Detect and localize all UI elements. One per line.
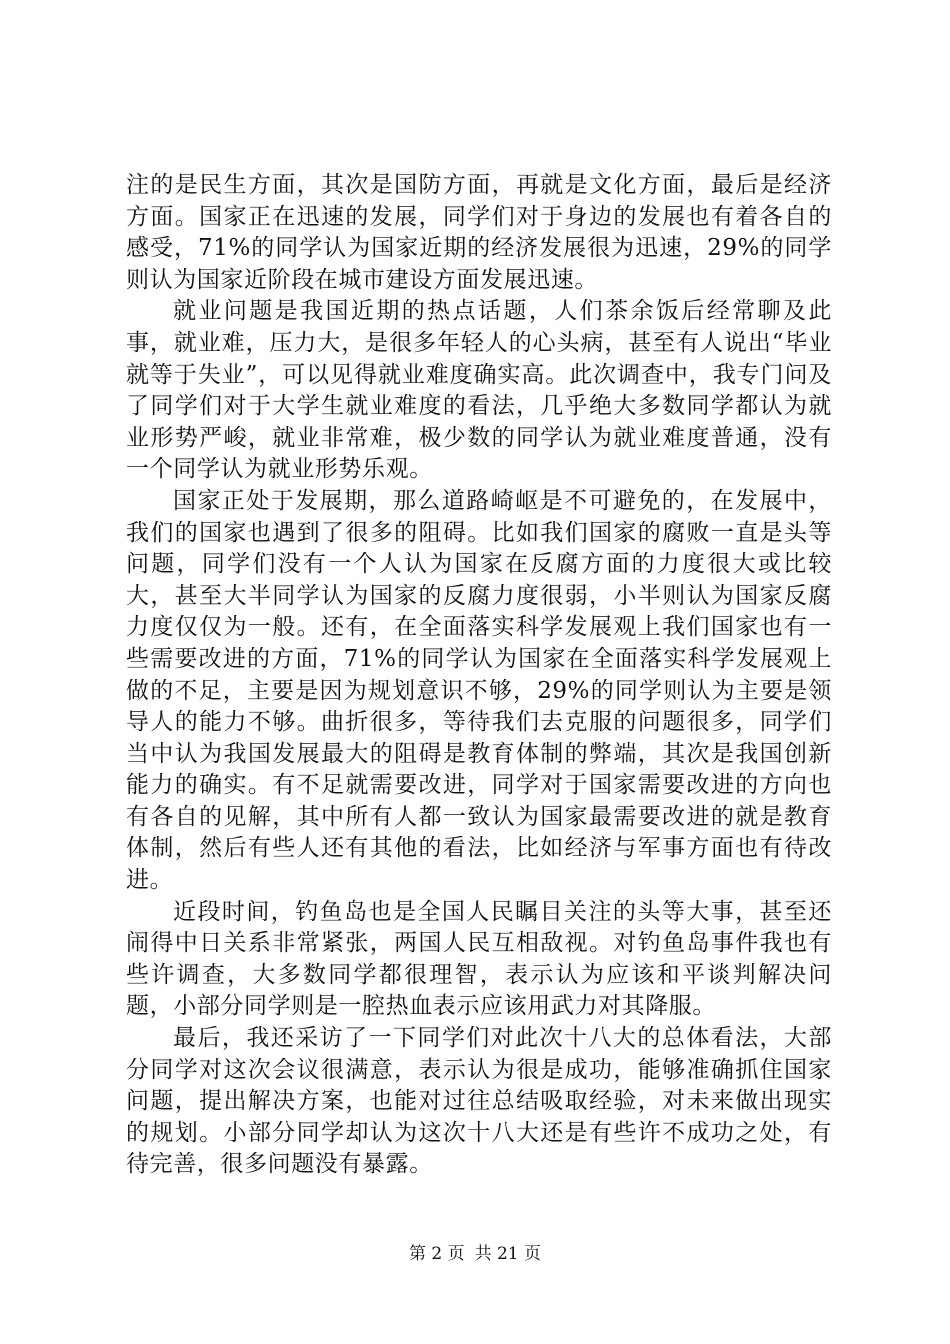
page-number: 第 2 页 bbox=[408, 1244, 465, 1264]
document-body bbox=[126, 170, 832, 1181]
paragraph-employment: 就业问题是我国近期的热点话题，人们茶余饭后经常聊及此事，就业难，压力大，是很多年轻人的心头病，甚至有人说出“毕业就等于失业”，可以见得就业难度确实高。此次调查中，我专门问及了同学们对于大学生就业难度的看法，几乎绝大多数同学都认为就业形势严峻，就业非常难，极少数的同学认为就业难度普通，没有一个同学认为就业形势乐观。 bbox=[126, 298, 832, 483]
page-footer bbox=[0, 1244, 950, 1264]
paragraph-obstacles: 国家正处于发展期，那么道路崎岖是不可避免的，在发展中，我们的国家也遇到了很多的阻碍。比如我们国家的腐败一直是头等问题，同学们没有一个人认为国家在反腐方面的力度很大或比较大，甚至大半同学认为国家的反腐力度很弱，小半则认为国家反腐力度仅仅为一般。还有，在全面落实科学发展观上我们国家也有一些需要改进的方面，71%的同学认为国家在全面落实科学发展观上做的不足，主要是因为规划意识不够，29%的同学则认为主要是领导人的能力不够。曲折很多，等待我们去克服的问题很多，同学们当中认为我国发展最大的阻碍是教育体制的弊端，其次是我国创新能力的确实。有不足就需要改进，同学对于国家需要改进的方向也有各自的见解，其中所有人都一致认为国家最需要改进的就是教育体制，然后有些人还有其他的看法，比如经济与军事方面也有待改进。 bbox=[126, 487, 832, 894]
paragraph-continued: 注的是民生方面，其次是国防方面，再就是文化方面，最后是经济方面。国家正在迅速的发展，同学们对于身边的发展也有着各自的感受，71%的同学认为国家近期的经济发展很为迅速，29%的同学则认为国家近阶段在城市建设方面发展迅速。 bbox=[126, 172, 832, 293]
paragraph-conclusion: 最后，我还采访了一下同学们对此次十八大的总体看法，大部分同学对这次会议很满意，表示认为很是成功，能够准确抓住国家问题，提出解决方案，也能对过往总结吸取经验，对未来做出现实的规划。小部分同学却认为这次十八大还是有些许不成功之处，有待完善，很多问题没有暴露。 bbox=[126, 1025, 832, 1178]
page-total: 共 21 页 bbox=[474, 1244, 542, 1264]
paragraph-diaoyu-island: 近段时间，钓鱼岛也是全国人民瞩目关注的头等大事，甚至还闹得中日关系非常紧张，两国人民互相敌视。对钓鱼岛事件我也有些许调查，大多数同学都很理智，表示认为应该和平谈判解决问题，小部分同学则是一腔热血表示应该用武力对其降服。 bbox=[126, 898, 832, 1020]
